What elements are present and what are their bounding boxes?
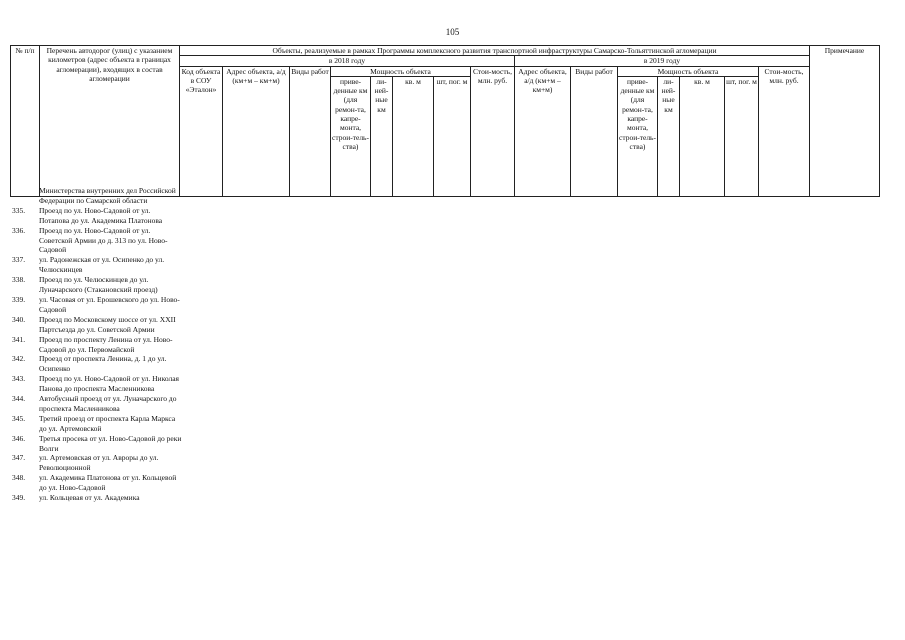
page-number: 105 xyxy=(445,27,460,37)
cap-pcs-2018: шт, пог. м xyxy=(434,76,471,196)
list-item: 340. Проезд по Московскому шоссе от ул. XXII Партсъезда до ул. Советской Армии xyxy=(12,314,176,334)
year-2019: в 2019 году xyxy=(515,56,810,66)
cap-linear-2019: ли-ней-ные км xyxy=(658,76,680,196)
col-capacity-2018: Мощность объекта xyxy=(331,66,471,76)
list-item: Министерства внутренних дел Российской Федерации по Самарской области xyxy=(39,186,176,205)
list-item: 335. Проезд по ул. Ново-Садовой от ул. Потапова до ул. Академика Платонова xyxy=(12,205,163,225)
list-item: 336. Проезд по ул. Ново-Садовой от ул. Советской Армии до д. 313 по ул. Ново-Садовой xyxy=(12,225,168,255)
cap-sqm-2018: кв. м xyxy=(393,76,434,196)
col-cost-2018: Стои-мость, млн. руб. xyxy=(471,66,515,196)
list-item: 349. ул. Кольцевая от ул. Академика xyxy=(12,493,140,503)
col-address-2018: Адрес объекта, а/д (км+м – км+м) xyxy=(223,66,290,196)
col-work-types-2018: Виды работ xyxy=(290,66,331,196)
cap-reduced-2018: приве-денные км (для ремон-та, капре-монта, строи-тель-ства) xyxy=(331,76,371,196)
col-work-types-2019: Виды работ xyxy=(571,66,618,196)
col-num: № п/п xyxy=(11,46,40,197)
col-note: Примечание xyxy=(810,46,880,197)
cap-pcs-2019: шт, пог. м xyxy=(725,76,759,196)
cap-linear-2018: ли-ней-ные км xyxy=(371,76,393,196)
list-item: 337. ул. Радонежская от ул. Осипенко до ул. Челюскинцев xyxy=(12,255,165,275)
list-item: 346. Третья просека от ул. Ново-Садовой до реки Волги xyxy=(12,433,182,453)
list-item: 342. Проезд от проспекта Ленина, д. 1 до ул. Осипенко xyxy=(12,354,167,374)
col-capacity-2019: Мощность объекта xyxy=(618,66,759,76)
col-address-2019: Адрес объекта, а/д (км+м – км+м) xyxy=(515,66,571,196)
list-item: 343. Проезд по ул. Ново-Садовой от ул. Николая Панова до проспекта Масленникова xyxy=(12,374,180,394)
cap-reduced-2019: приве-денные км (для ремон-та, капре-монта, строи-тель-ства) xyxy=(618,76,658,196)
col-cost-2019: Стои-мость, млн. руб. xyxy=(759,66,810,196)
col-objects-title: Объекты, реализуемые в рамках Программы комплексного развития транспортной инфраструктуры Самарско-Тольяттинской агломерации xyxy=(180,46,810,56)
list-item: 345. Третий проезд от проспекта Карла Маркса до ул. Артемовской xyxy=(12,413,176,433)
list-item: 338. Проезд по ул. Челюскинцев до ул. Луначарского (Стакановский проезд) xyxy=(12,275,158,295)
header-table xyxy=(10,45,880,197)
year-2018: в 2018 году xyxy=(180,56,515,66)
cap-sqm-2019: кв. м xyxy=(680,76,725,196)
list-item: 347. ул. Артемовская от ул. Авроры до ул. Революционной xyxy=(12,453,159,473)
road-list xyxy=(12,186,182,503)
list-item: 348. ул. Академика Платонова от ул. Кольцевой до ул. Ново-Садовой xyxy=(12,473,177,493)
list-item: 339. ул. Часовая от ул. Ерошевского до ул. Ново-Садовой xyxy=(12,294,180,314)
col-list-roads: Перечень автодорог (улиц) с указанием километров (адрес объекта в границах агломерации), входящих в состав агломерации xyxy=(40,46,180,197)
list-item: 344. Автобусный проезд от ул. Луначарского до проспекта Масленникова xyxy=(12,394,177,413)
list-item: 341. Проезд по проспекту Ленина от ул. Ново-Садовой до ул. Первомайской xyxy=(12,334,173,354)
col-code-sou: Код объекта в СОУ «Эталон» xyxy=(180,66,223,196)
